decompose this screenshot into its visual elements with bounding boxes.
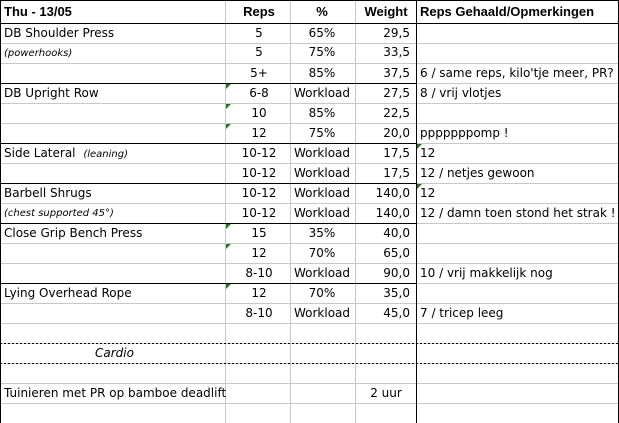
note-cell[interactable]: 12 / netjes gewoon — [420, 166, 535, 180]
note-cell[interactable]: 12 / damn toen stond het strak ! — [420, 206, 616, 220]
pct-cell[interactable]: Workload — [293, 306, 351, 320]
weight-cell[interactable]: 37,5 — [383, 66, 410, 80]
weight-cell[interactable]: 90,0 — [383, 266, 410, 280]
cardio-label[interactable]: Cardio — [95, 346, 134, 360]
row-4 — [4, 86, 501, 100]
weight-cell[interactable]: 20,0 — [383, 126, 410, 140]
pct-cell[interactable]: Workload — [293, 186, 351, 200]
pct-cell[interactable]: 75% — [308, 126, 336, 140]
reps-cell[interactable]: 8-10 — [245, 266, 273, 280]
reps-cell[interactable]: 10-12 — [241, 186, 277, 200]
weight-cell[interactable]: 140,0 — [375, 186, 410, 200]
pct-cell[interactable]: 35% — [308, 226, 336, 240]
reps-cell[interactable]: 8-10 — [245, 306, 273, 320]
weight-cell[interactable]: 17,5 — [383, 166, 410, 180]
weight-cell[interactable]: 40,0 — [383, 226, 410, 240]
note-cell[interactable]: 8 / vrij vlotjes — [420, 86, 502, 100]
weight-cell[interactable]: 27,5 — [383, 86, 410, 100]
weight-cell[interactable]: 45,0 — [383, 306, 410, 320]
reps-cell[interactable]: 5 — [255, 26, 263, 40]
weight-cell[interactable]: 35,0 — [383, 286, 410, 300]
pct-cell[interactable]: Workload — [293, 86, 351, 100]
note-cell[interactable]: 12 — [420, 146, 436, 160]
pct-cell[interactable]: Workload — [293, 146, 351, 160]
weight-cell[interactable]: 17,5 — [383, 146, 410, 160]
note-cell[interactable]: 7 / tricep leeg — [420, 306, 504, 320]
header-day[interactable]: Thu - 13/05 — [4, 4, 72, 19]
reps-cell[interactable]: 10-12 — [241, 146, 277, 160]
reps-cell[interactable]: 10-12 — [241, 206, 277, 220]
exercise-cell[interactable] — [4, 146, 128, 160]
weight-cell[interactable]: 65,0 — [383, 246, 410, 260]
pct-cell[interactable]: 65% — [308, 26, 336, 40]
reps-cell[interactable]: 12 — [251, 246, 267, 260]
reps-cell[interactable]: 12 — [251, 286, 267, 300]
exercise-cell[interactable]: Tuinieren met PR op bamboe deadlift — [4, 386, 227, 400]
pct-cell[interactable]: 70% — [308, 286, 336, 300]
weight-cell[interactable]: 33,5 — [383, 45, 410, 59]
header-weight[interactable]: Weight — [364, 4, 408, 19]
exercise-cell[interactable]: (chest supported 45°) — [4, 208, 114, 219]
weight-cell[interactable]: 140,0 — [375, 206, 410, 220]
exercise-cell[interactable]: DB Shoulder Press — [4, 26, 115, 40]
exercise-cell[interactable]: Lying Overhead Rope — [4, 286, 132, 300]
reps-cell[interactable]: 12 — [251, 126, 267, 140]
pct-cell[interactable]: 75% — [308, 45, 336, 59]
exercise-subnote: (leaning) — [83, 149, 129, 160]
weight-cell[interactable]: 22,5 — [383, 106, 410, 120]
note-cell[interactable]: pppppppomp ! — [420, 126, 509, 140]
reps-cell[interactable]: 15 — [251, 226, 267, 240]
reps-cell[interactable]: 10 — [251, 106, 267, 120]
reps-cell[interactable]: 10-12 — [241, 166, 277, 180]
header-notes[interactable]: Reps Gehaald/Opmerkingen — [420, 4, 595, 19]
row-10 — [4, 206, 616, 220]
weight-cell[interactable]: 29,5 — [383, 26, 410, 40]
reps-cell[interactable]: 6-8 — [249, 86, 269, 100]
exercise-name: Side Lateral — [4, 146, 76, 160]
pct-cell[interactable]: Workload — [293, 206, 351, 220]
exercise-cell[interactable]: (powerhooks) — [4, 48, 73, 59]
pct-cell[interactable]: 85% — [308, 66, 336, 80]
exercise-cell[interactable]: Barbell Shrugs — [4, 186, 92, 200]
row-17-cardio — [95, 346, 134, 360]
header-pct[interactable]: % — [316, 4, 328, 19]
note-cell[interactable]: 10 / vrij makkelijk nog — [420, 266, 553, 280]
header-reps[interactable]: Reps — [243, 4, 275, 19]
pct-cell[interactable]: 70% — [308, 246, 336, 260]
exercise-cell[interactable]: DB Upright Row — [4, 86, 99, 100]
pct-cell[interactable]: 85% — [308, 106, 336, 120]
reps-cell[interactable]: 5+ — [250, 66, 268, 80]
exercise-cell[interactable]: Close Grip Bench Press — [4, 226, 143, 240]
weight-cell[interactable]: 2 uur — [370, 386, 402, 400]
pct-cell[interactable]: Workload — [293, 166, 351, 180]
note-cell[interactable]: 12 — [420, 186, 436, 200]
pct-cell[interactable]: Workload — [293, 266, 351, 280]
reps-cell[interactable]: 5 — [255, 45, 263, 59]
note-cell[interactable]: 6 / same reps, kilo'tje meer, PR? — [420, 66, 614, 80]
